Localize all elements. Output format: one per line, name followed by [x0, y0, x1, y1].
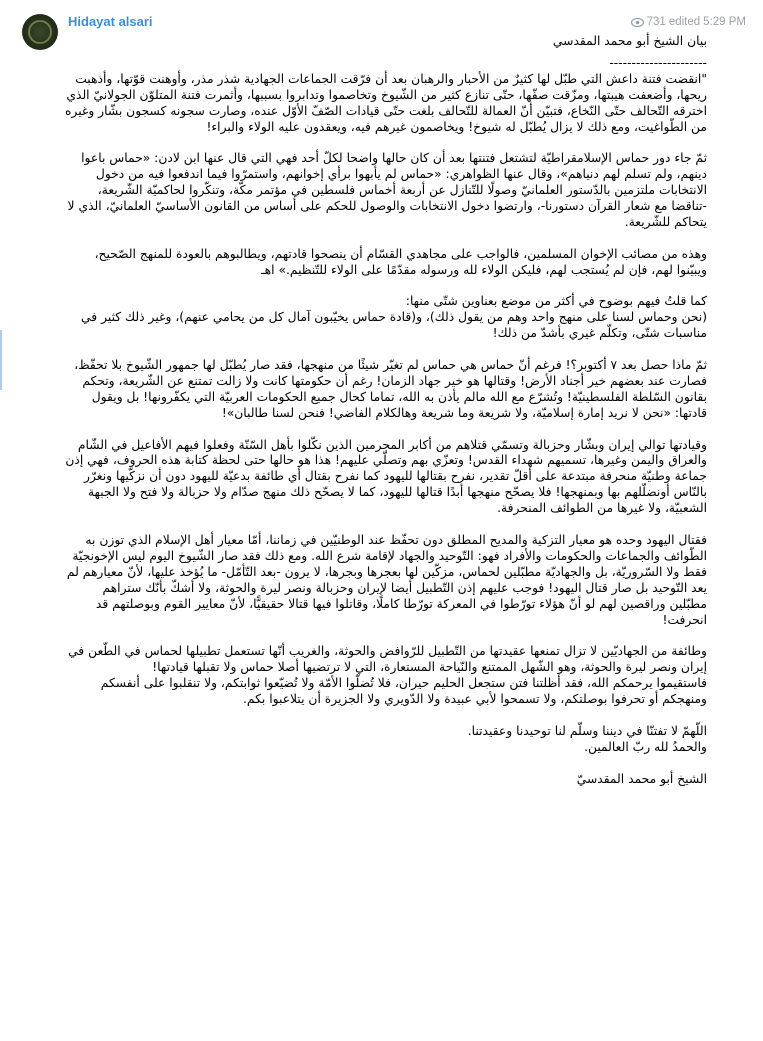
- separator-line: ----------------------: [609, 55, 707, 70]
- paragraph: فقتال اليهود وحده هو معيار التزكية والمديح المطلق دون تحفّظ عند الوطنيّين في زماننا، أمّا معيار أهل الإسلام الذي توزن به الطّوائف والجماعات والحكومات والأفراد فهو: التّوحيد والجهاد لإقامة شرع الله. ومع ذلك فقد صار الشّيوخ اليوم ليس الإخونجيّة فقط ولا السّروريّة، بل والجهاديّة مطبّلين لحماس، مزكّين لها بعجرها وبجرها، لا يرون -بعد التّأمّل- ما يُؤخذ عليها، لأنّ معيارهم لم يعد التّوحيد بل صار قتال اليهود! فوجب عليهم إذن التّطبيل أيضا لإيران وحزبالة ونصر ليرة والحوثة، ولا أشكّ بأنّك ستراهم مطبّلين وراقصين لهم لو أنّ هؤلاء تورّطوا في المعركة تورّطا كاملًا، وقاتلوا فيها قتالا حقيقيًّا، لأنّ معايير القوم وبوصلتهم قد انحرفت!: [66, 533, 707, 627]
- sender-name[interactable]: Hidayat alsari: [68, 14, 153, 29]
- paragraph: وقيادتها توالي إيران وبشّار وحزبالة وتسمّي قتلاهم من أكابر المجرمين الذين نكّلوا بأهل السّنّة وفعلوا فيهم الأفاعيل في الشّام والعراق واليمن وغيرها، تسميهم شهداء القدس! وتعزّي بهم وتصلّي عليهم! هذا هو حالها حتى لحظة كتابة هذه الحروف، فهي إذن جماعة وطنيّة منحرفة مبتدعة على أقلّ تقدير، نفرح بقتالها لليهود كما نفرح بقتال أي طائفة بدعيّة لليهود دون أن نزكّيها ونغرّر بالنّاس أونضلّلهم بها وبمنهجها! فلا يصحّح منهجها أبدًا قتالها لليهود، كما لا يصحّح ذلك منهج صدّام ولا حزبالة ولا فتح ولا الجبهة الشعبيّة، ولا غيرها من الطوائف المنحرفة.: [65, 437, 707, 516]
- statement-title: بيان الشيخ أبو محمد المقدسي: [552, 34, 707, 48]
- sender-avatar[interactable]: [22, 14, 58, 50]
- edited-label: edited: [668, 16, 701, 28]
- paragraph: كما قلتُ فيهم بوضوح في أكثر من موضع بعناوين شتّى منها: (نحن وحماس لسنا على منهج واحد وهم من يقول ذلك)، و(قادة حماس يخيّبون آمال كل من يحامي عنهم)، وغير ذلك كثير في مناسبات شتّى، وتكلّم غيري بأشدّ من ذلك!: [81, 294, 707, 341]
- paragraph: ثمّ ماذا حصل بعد ٧ أكتوبر؟! فرغم أنّ حماس هي حماس لم تغيّر شيئًا من منهجها، فقد صار يُطبّل لها جمهور الشّيوخ بلا تحفّظ، فصارت عند بعضهم خير أجناد الأرض! وقتالها هو خير جهاد الزمان! رغم أن حكومتها كانت ولا زالت تمتنع عن الشّريعة، وتحكم بقانون السّلطة الفلسطينيّة! وتُشرّع مع الله مالم يأذن به الله، تماما كحال جميع الحكومات العربيّة التي يكفّرونها! بل ويقول قادتها: «نحن لا نريد إمارة إسلاميّة، ولا شريعة وما شريعة وهالكلام الفاضي! فنحن لسنا طالبان»!: [74, 358, 707, 420]
- paragraph: وطائفة من الجهاديّين لا تزال تمنعها عقيدتها من التّطبيل للرّوافض والحوثة، والغريب أنّها تستعمل تطبيلها لحماس في الطّعن في إيران ونصر ليرة والحوثة، وهو الشّهل الممتنع والنّياحة المستعارة، التي لا ترتضيها أصلا حماس ولا تقبلها قيادتها! فاستقيموا يرحمكم الله، فقد أظلتنا فتن ستجعل الحليم حيران، فلا تُضلّوا الأمّة ولا تُضيّعوا ثوابتكم، ولا تنقلبوا على أنفسكم ومنهجكم أو تحرفوا بوصلتكم، ولا تسمحوا لأبي عبيدة ولا الدّويري ولا الجزيرة أن يتلاعبوا بكم.: [68, 644, 707, 707]
- signature: الشيخ أبو محمد المقدسيّ: [576, 771, 707, 786]
- closing-prayer: اللّهمّ لا تفتنّا في ديننا وسلّم لنا توحيدنا وعقيدتنا. والحمدُ لله ربّ العالمين.: [467, 723, 707, 754]
- eye-icon: [631, 18, 644, 27]
- message-bubble: [62, 8, 752, 1041]
- view-count: 731: [646, 16, 666, 28]
- paragraph: "انقضت فتنة داعش التي طبّل لها كثيرٌ من الأحبار والرهبان بعد أن فرّقت الجماعات الجهادية شذر مذر، وأوهنت قوّتها، وأذهبت ريحها، وأضعفت هيبتها، ومزّقت صفّها، حتّى تنازع كثير من الشّيوخ وتخاصموا وتدابروا بسببها، وأثمرت فتنة المتلوّن الجولانيّ الذي اخترقه التّحالف حتّى النّخاع، فتبيّن أنّ العمالة للتّحالف بلغت حتّى قيادات الصّفّ الأوّل عنده، وصارت سجونه كسجون بشّار وغيره من الطّواغيت، ومع ذلك لا يزال يُطبّل له شيوخ! ويخاصمون غيرهم فيه، ويعقدون عليه الولاء والبراء!: [64, 71, 707, 134]
- message-text: [62, 34, 707, 803]
- message-meta: [631, 16, 746, 28]
- message-time: 5:29 PM: [703, 16, 746, 28]
- scroll-indicator: [0, 330, 2, 390]
- paragraph: ثمّ جاء دور حماس الإسلامقراطيّة لتشتعل فتنتها بعد أن كان حالها واضحا لكلّ أحد فهي التي قال عنها ابن لادن: «حماس باعوا دينهم، ولم تسلم لهم دنياهم»، وقال عنها الظواهري: «حماس لم يأبهوا برأي إخوانهم، واستمرّوا فيما اندفعوا فيه من دخول الانتخابات ملتزمين بالدّستور العلمانيّ وصولًا للتّنازل عن أربعة أخماس فلسطين في مؤتمر مكّة، وتنكّروا لحاكميّة الشّريعة، -تناقضا مع شعار القرآن دستورنا-، وارتضوا دخول الانتخابات والوصول للحكم على أساس من القانون الأساسيّ العلمانيّ، الذي لا يتحاكم للشّريعة.: [67, 151, 707, 229]
- avatar-emblem: [28, 20, 52, 44]
- paragraph: وهذه من مصائب الإخوان المسلمين، فالواجب على مجاهدي القسّام أن ينصحوا قادتهم، ويطالبوهم بالعودة للمنهج الصّحيح، ويبيّنوا لهم، فإن لم يُستجب لهم، فليكن الولاء لله ورسوله مقدّمًا على الولاء للتّنظيم.» اهـ: [94, 246, 707, 277]
- window-edge: [0, 0, 3, 1041]
